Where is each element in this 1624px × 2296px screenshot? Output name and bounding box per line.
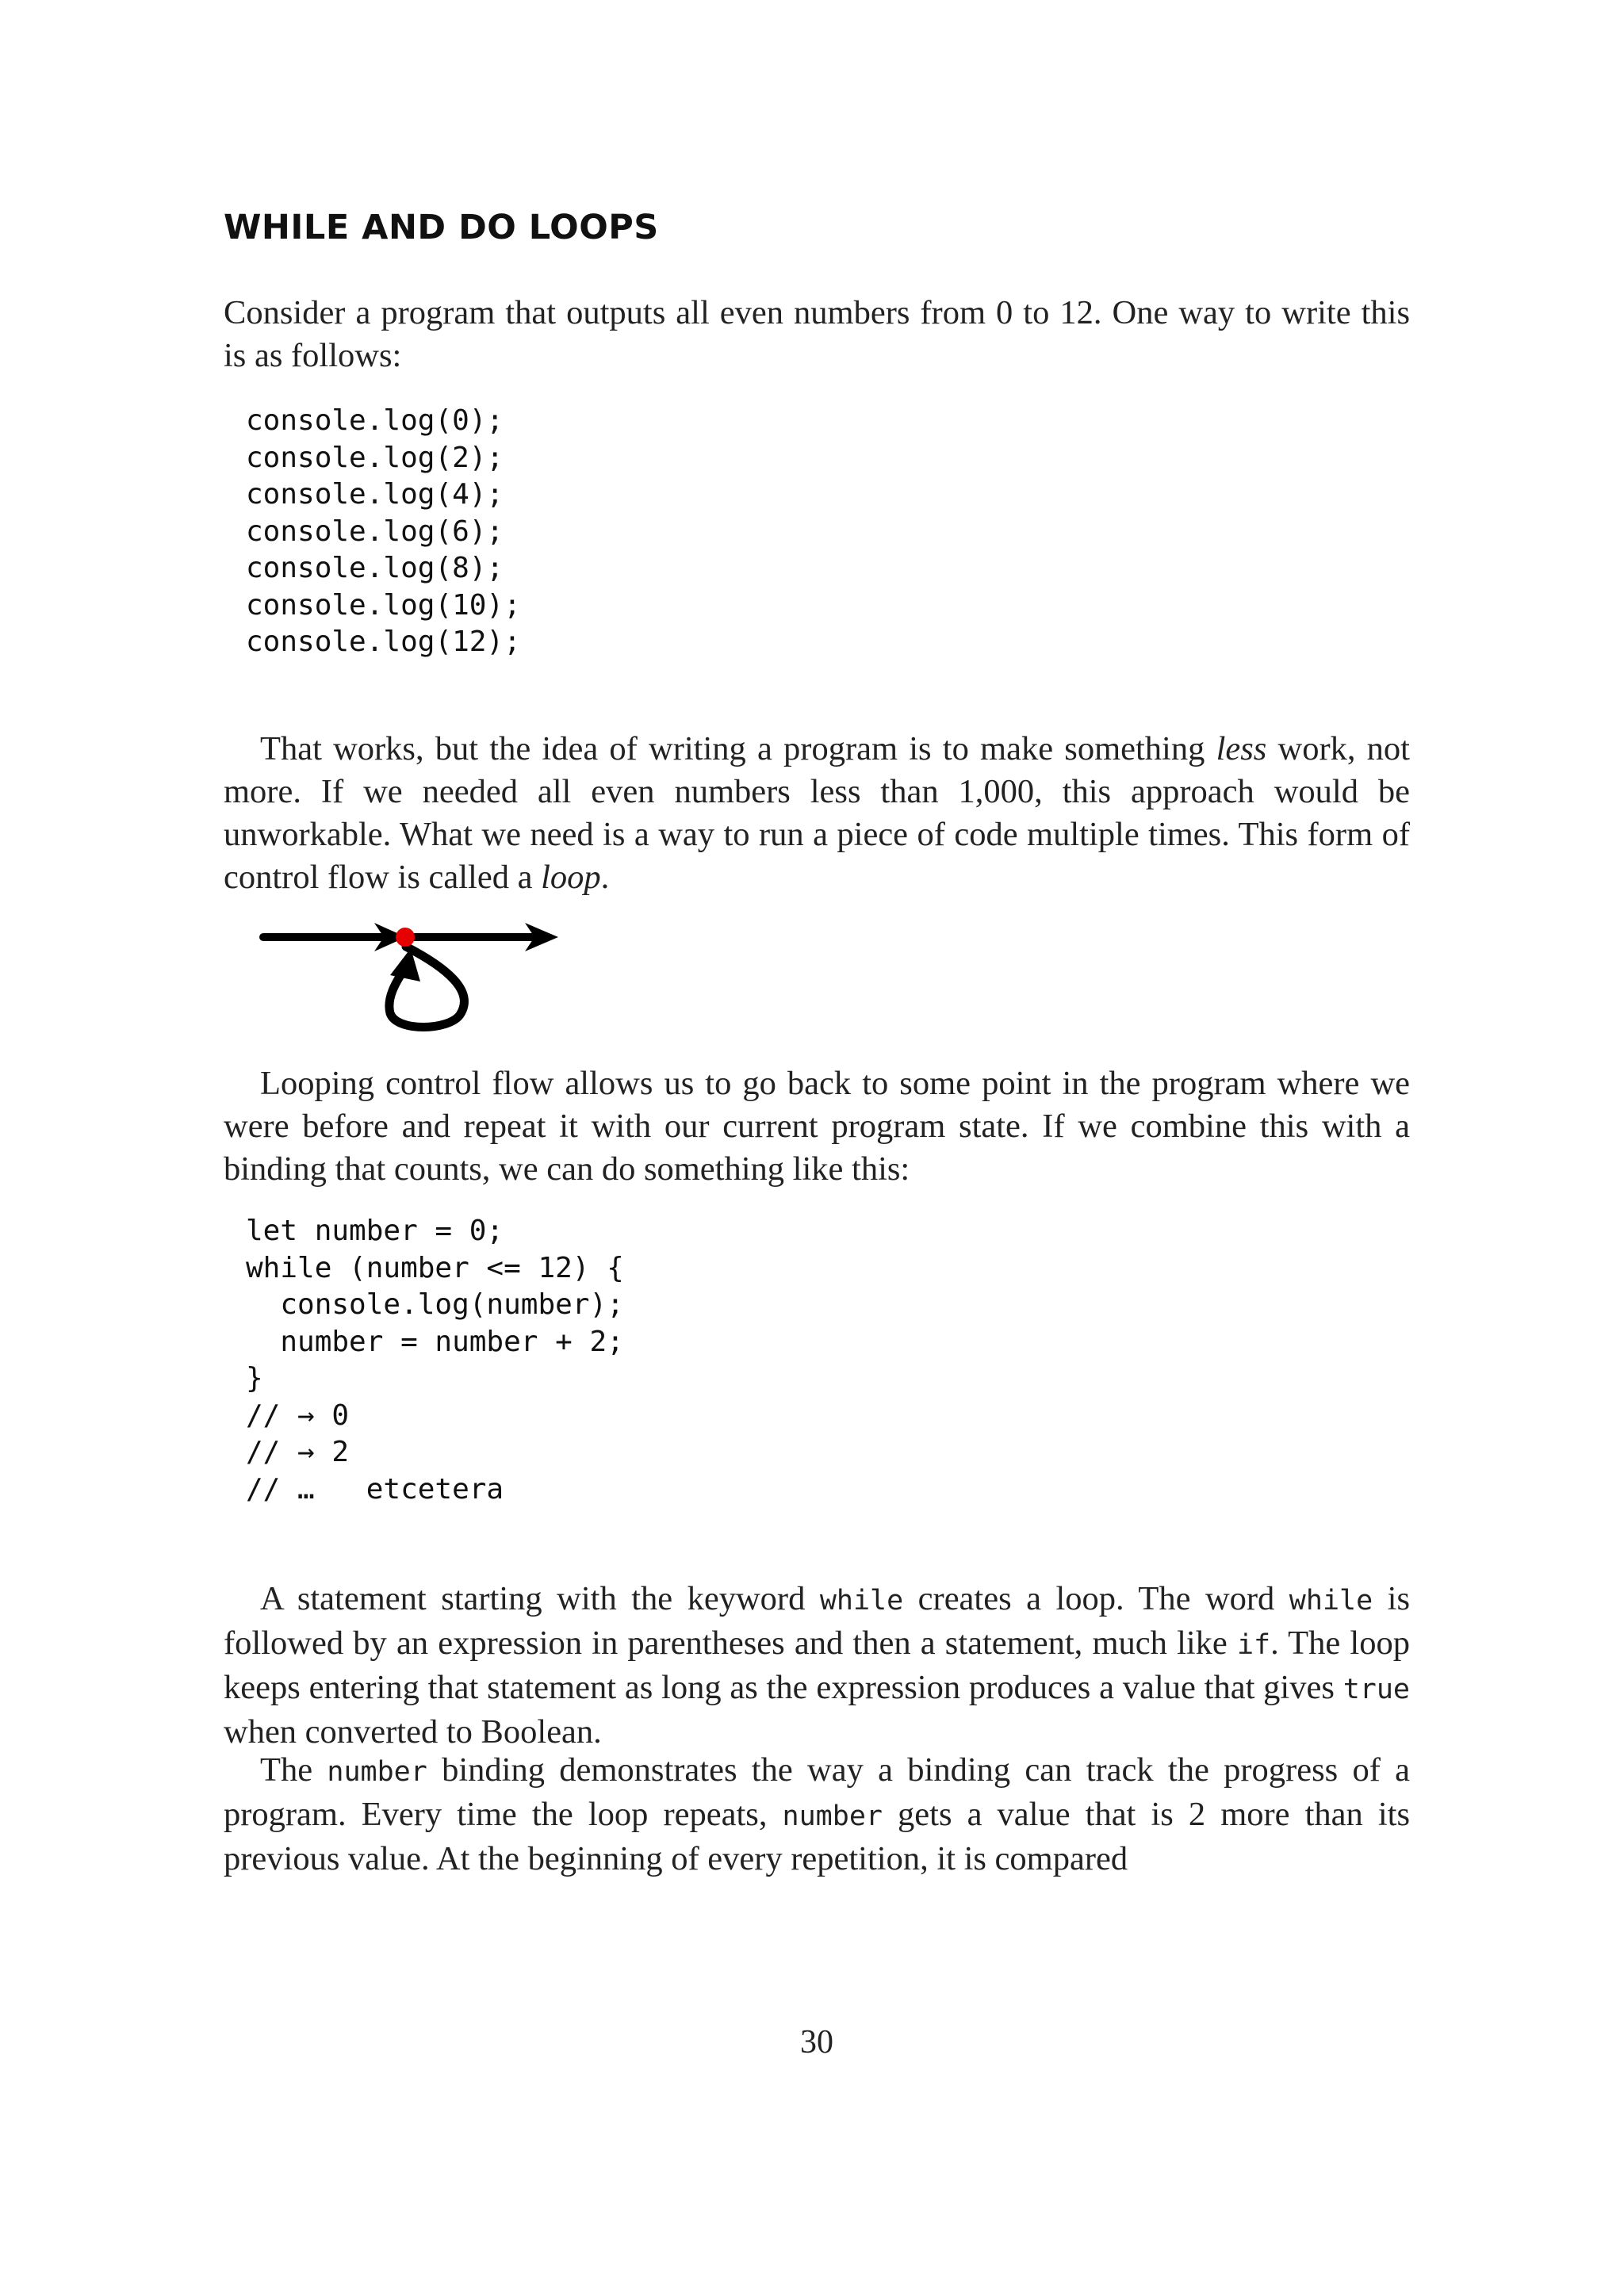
code-block-console-logs: console.log(0); console.log(2); console.log(4); console.log(6); console.log(8); console.log(10); console.log(12); xyxy=(246,404,521,658)
paragraph-looping-control-flow: Looping control flow allows us to go back to some point in the program where we were before and repeat it with our current program state. If we combine this with a binding that counts, we can do something like this: xyxy=(224,1065,1410,1188)
code-block-while-loop: let number = 0; while (number <= 12) { console.log(number); number = number + 2; } // → 0 // → 2 // … etcetera xyxy=(246,1215,624,1506)
page-number: 30 xyxy=(800,2024,833,2061)
intro-paragraph: Consider a program that outputs all even numbers from 0 to 12. One way to write this is as follows: xyxy=(224,294,1410,374)
paragraph-less-work: That works, but the idea of writing a program is to make something less work, not more. If we needed all even numbers less than 1,000, this approach would be unworkable. What we need is a way to run a piece of code multiple times. This form of control flow is called a loop. xyxy=(224,730,1410,896)
loop-flow-icon xyxy=(255,912,573,1039)
section-heading: WHILE AND DO LOOPS xyxy=(224,208,659,247)
paragraph-number-binding: The number binding demonstrates the way a binding can track the progress of a program. Every time the loop repeats, number gets a value that is 2 more than its previous value. At the beginning of every repetition, it is compared xyxy=(224,1751,1410,1877)
paragraph-while-statement: A statement starting with the keyword while creates a loop. The word while is followed by an expression in parentheses and then a statement, much like if. The loop keeps entering that statement as long as the expression produces a value that gives true when converted to Boolean. xyxy=(224,1580,1410,1751)
